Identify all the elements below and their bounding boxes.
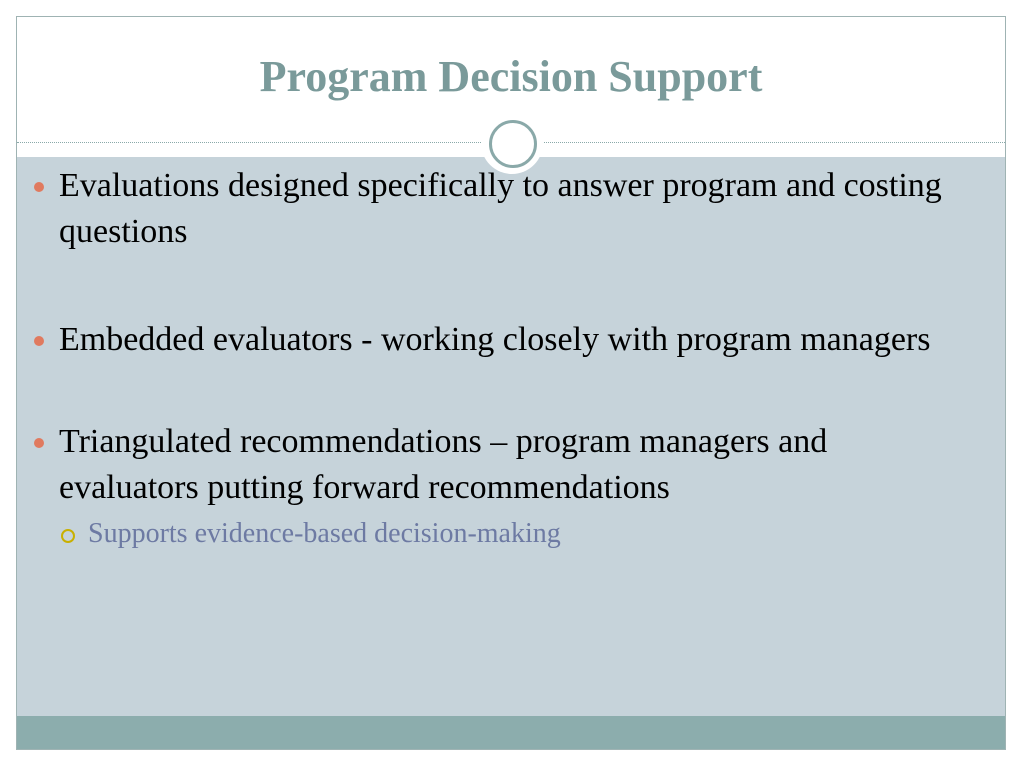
bullet-list <box>30 163 970 613</box>
bullet-dot-icon <box>34 438 44 448</box>
circle-ornament-ring <box>489 120 537 168</box>
bullet-item <box>30 419 970 551</box>
bullet-dot-icon <box>34 182 44 192</box>
sub-bullet-ring-icon <box>61 529 75 543</box>
sub-bullet-text: Supports evidence-based decision-making <box>88 518 561 549</box>
bullet-text: Embedded evaluators - working closely with program managers <box>59 321 931 358</box>
bullet-text: Evaluations designed specifically to answer program and costing questions <box>59 167 942 250</box>
slide-title: Program Decision Support <box>259 52 763 101</box>
bullet-item <box>30 317 970 363</box>
sub-bullet-item <box>59 517 970 551</box>
footer-band <box>17 716 1005 749</box>
bullet-item <box>30 163 970 255</box>
bullet-dot-icon <box>34 336 44 346</box>
bullet-text: Triangulated recommendations – program managers and evaluators putting forward recommendations <box>59 423 828 506</box>
